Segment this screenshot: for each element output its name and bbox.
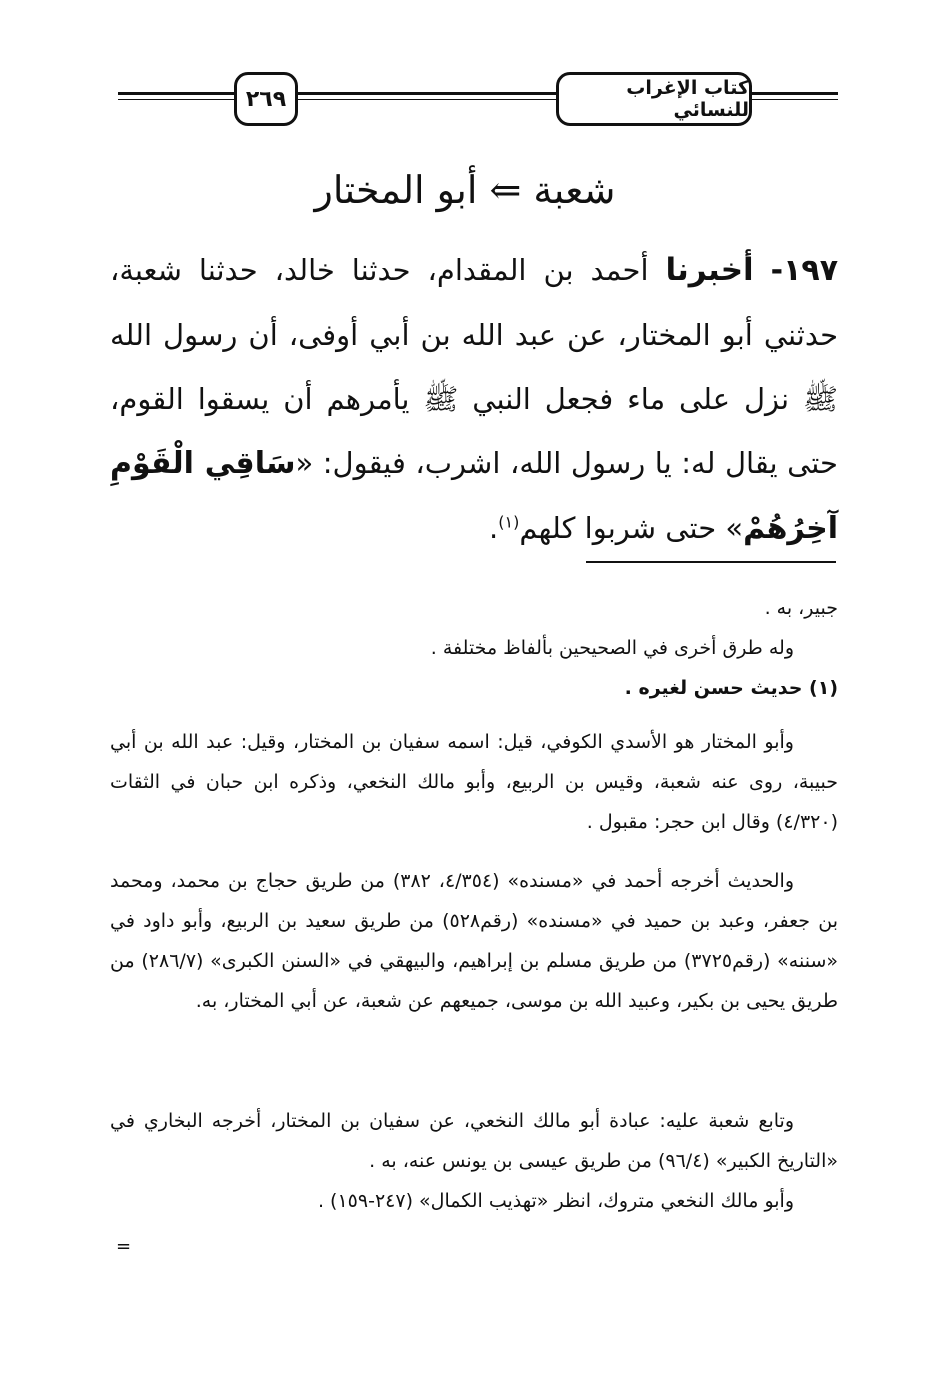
footnote-paragraph-1-text: وأبو المختار هو الأسدي الكوفي، قيل: اسمه سفيان بن المختار، وقيل: عبد الله بن أبي حبيبة، روى عنه شعبة، وقيس بن الربيع، وأبو مالك النخعي، وذكره ابن حبان في الثقات (٤/٣٢٠) وقال ابن حجر: مقبول .	[110, 731, 838, 833]
hadith-period: .	[489, 511, 499, 545]
footnote-reference: (١)	[498, 512, 520, 532]
header-rule-left-thin	[118, 99, 236, 100]
footnote-separator	[586, 561, 836, 563]
footnote-paragraph-3	[110, 1101, 838, 1221]
footnote-paragraph-2	[110, 861, 838, 1021]
hadith-keyword: أخبرنا	[665, 252, 754, 288]
continuation-mark: =	[116, 1236, 132, 1257]
page-number: ٢٦٩	[234, 72, 298, 126]
hadith-quote: سَاقِي الْقَوْمِ آخِرُهُمْ	[110, 446, 838, 546]
footnotes-top	[110, 588, 838, 708]
footnote-carryover-1: جبير، به .	[764, 597, 838, 619]
running-header-title: كتاب الإغراب للنسائي	[556, 72, 752, 126]
hadith-text	[110, 238, 838, 561]
header-rule-right	[746, 92, 838, 95]
hadith-text-end: » حتى شربوا كلهم	[519, 511, 744, 545]
footnote-1-heading: (١) حديث حسن لغيره .	[624, 677, 838, 699]
footnote-carryover-2: وله طرق أخرى في الصحيحين بألفاظ مختلفة .	[430, 637, 794, 659]
hadith-number: ١٩٧-	[770, 253, 839, 288]
footnote-paragraph-2-text: والحديث أخرجه أحمد في «مسنده» (٤/٣٥٤، ٣٨٢) من طريق حجاج بن محمد، ومحمد بن جعفر، وعبد بن حميد في «مسنده» (رقم٥٢٨) من طريق سعيد بن الربيع، وأبو داود في «سننه» (رقم٣٧٢٥) من طريق مسلم بن إبراهيم، والبيهقي في «السنن الكبرى» (٢٨٦/٧) من طريق يحيى بن بكير، وعبيد الله بن موسى، جميعهم عن شعبة، عن أبي المختار، به.	[110, 870, 838, 1012]
header-rule-middle-thin	[292, 99, 558, 100]
footnote-paragraph-4-text: وأبو مالك النخعي متروك، انظر «تهذيب الكمال» (٢٤٧-١٥٩) .	[317, 1190, 794, 1212]
chapter-title: شعبة ⇐ أبو المختار	[314, 168, 616, 212]
header-rule-middle	[292, 92, 558, 95]
hadith-isnad-text: أحمد بن المقدام، حدثنا خالد، حدثنا شعبة، حدثني أبو المختار، عن عبد الله بن أبي أوفى، أن رسول الله ﷺ نزل على ماء فجعل النبي ﷺ يأمرهم أن يسقوا القوم، حتى يقال له: يا رسول الله، اشرب، فيقول: «	[110, 253, 838, 480]
footnote-paragraph-3-text: وتابع شعبة عليه: عبادة أبو مالك النخعي، عن سفيان بن المختار، أخرجه البخاري في «التاريخ الكبير» (٩٦/٤) من طريق عيسى بن يونس عنه، به .	[110, 1110, 838, 1172]
footnote-paragraph-1	[110, 722, 838, 842]
header-rule-left	[118, 92, 236, 95]
header-rule-right-thin	[746, 99, 838, 100]
